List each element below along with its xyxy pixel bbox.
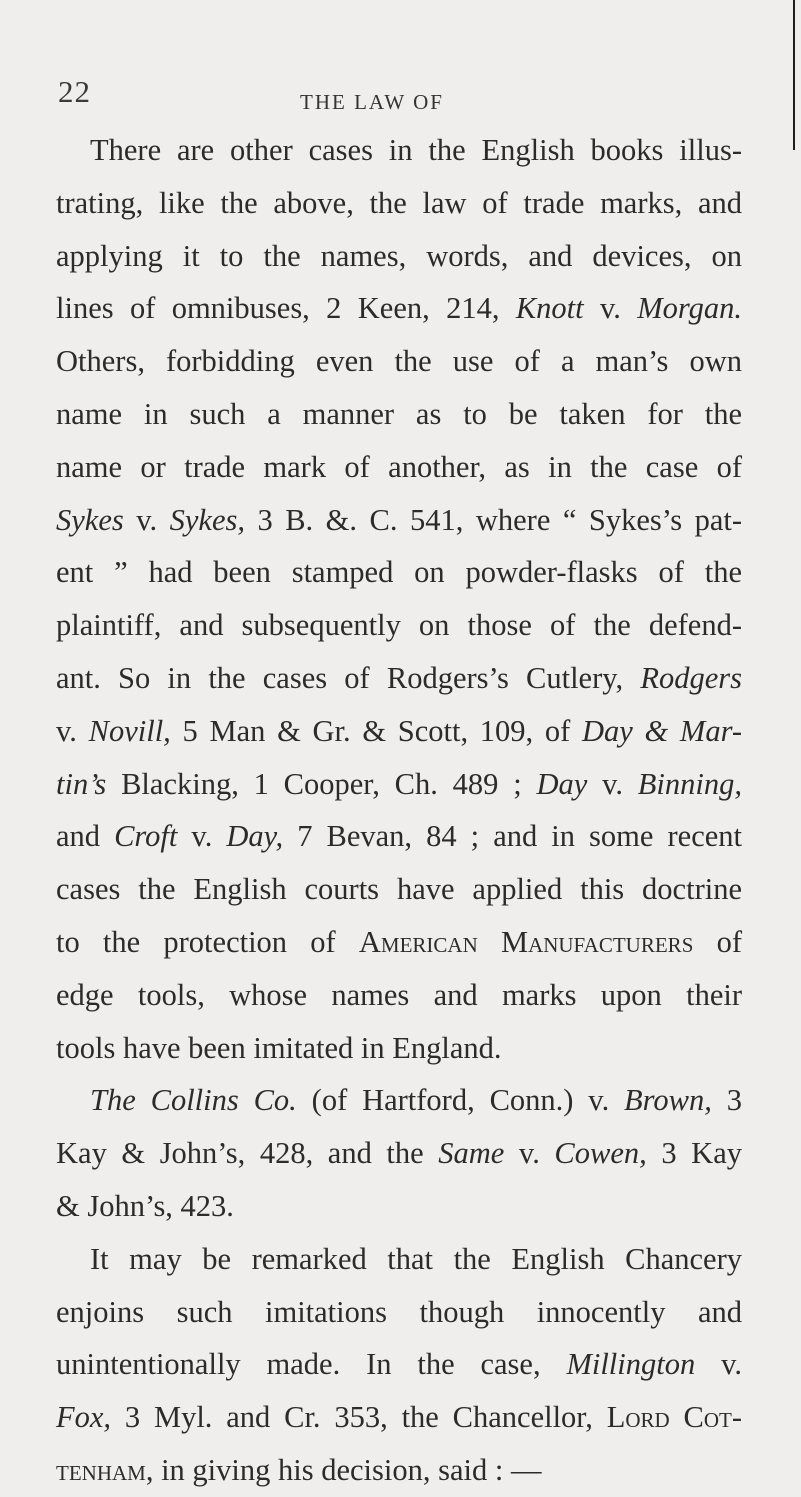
text-line <box>56 1127 742 1180</box>
case-name: Morgan. <box>637 291 742 326</box>
body-text <box>56 124 801 1497</box>
text-span: v. <box>695 1347 742 1382</box>
text-line <box>56 1391 742 1444</box>
text-line: ent ” had been stamped on powder-flasks of the <box>56 555 742 590</box>
case-name: Croft <box>114 819 178 854</box>
text-line <box>56 758 742 811</box>
text-span: v. <box>583 291 638 326</box>
small-caps-text: Lord Cot- <box>606 1400 742 1435</box>
text-span: to the protection of <box>56 924 359 959</box>
text-span: of <box>693 924 742 959</box>
text-span: 7 Bevan, 84 ; and in some recent <box>283 819 742 854</box>
text-line <box>56 705 742 758</box>
running-head: THE LAW OF <box>300 90 444 114</box>
case-name: Day & Mar- <box>581 713 742 748</box>
small-caps-text: American Manufacturers <box>358 924 694 959</box>
text-span: and <box>56 819 115 854</box>
text-line <box>56 1074 742 1127</box>
text-span: 3 B. &. C. 541, where “ Sykes’s pat- <box>244 502 742 537</box>
text-span: lines of omnibuses, 2 Keen, 214, <box>56 291 516 326</box>
text-span: Kay & John’s, 428, and the <box>56 1136 439 1171</box>
page-number: 22 <box>58 74 91 109</box>
text-line: enjoins such imitations though innocently and <box>56 1294 742 1329</box>
text-line: It may be remarked that the English Chancery <box>90 1241 742 1276</box>
text-line: There are other cases in the English books illus- <box>90 133 742 167</box>
text-span: ant. So in the cases of Rodgers’s Cutlery, <box>56 660 641 695</box>
case-name: Millington <box>566 1347 696 1382</box>
text-line: edge tools, whose names and marks upon their <box>56 977 742 1012</box>
case-name: Knott <box>515 291 584 326</box>
text-line: tools have been imitated in England. <box>56 1030 502 1065</box>
text-span: Blacking, 1 Cooper, Ch. 489 ; <box>106 766 537 801</box>
text-line: applying it to the names, words, and devices, on <box>56 238 742 273</box>
text-line <box>56 916 742 969</box>
case-name: The Collins Co. <box>90 1083 297 1118</box>
text-line: cases the English courts have applied this doctrine <box>56 872 742 907</box>
case-name: Novill, <box>88 713 171 748</box>
text-span: v. <box>587 766 638 801</box>
case-name: Same <box>438 1136 505 1171</box>
text-line: & John’s, 423. <box>56 1188 234 1223</box>
text-span: v. <box>504 1136 555 1171</box>
text-span: 3 Kay <box>646 1136 742 1171</box>
case-name: Fox, <box>56 1400 112 1435</box>
text-line <box>56 810 742 863</box>
text-span: (of Hartford, Conn.) v. <box>296 1083 625 1118</box>
text-span: v. <box>123 502 170 537</box>
text-span: 3 Myl. and Cr. 353, the Chancellor, <box>111 1400 607 1435</box>
text-span: 3 <box>711 1083 742 1118</box>
text-span: 5 Man & Gr. & Scott, 109, of <box>170 713 582 748</box>
text-span: v. <box>56 713 89 748</box>
case-name: Sykes <box>56 502 124 537</box>
text-line: trating, like the above, the law of trade marks, and <box>56 185 742 220</box>
text-line <box>56 652 742 705</box>
text-line <box>56 494 742 547</box>
text-line <box>56 282 742 335</box>
text-line <box>56 1444 742 1497</box>
case-name: Day, <box>226 819 284 854</box>
text-line: Others, forbidding even the use of a man’s own <box>56 344 742 379</box>
text-line <box>56 1338 742 1391</box>
case-name: Brown, <box>624 1083 712 1118</box>
text-span: v. <box>177 819 227 854</box>
case-name: Rodgers <box>640 660 742 695</box>
text-line: name in such a manner as to be taken for the <box>56 396 742 431</box>
text-span: unintentionally made. In the case, <box>56 1347 567 1382</box>
case-name: tin’s <box>56 766 107 801</box>
case-name: Sykes, <box>169 502 245 537</box>
case-name: Day <box>536 766 588 801</box>
text-span: in giving his decision, said : — <box>153 1452 542 1487</box>
text-line: name or trade mark of another, as in the case of <box>56 449 742 484</box>
case-name: Cowen, <box>554 1136 647 1171</box>
small-caps-text: tenham, <box>56 1452 154 1487</box>
case-name: Binning, <box>637 766 742 801</box>
text-line: plaintiff, and subsequently on those of the defend- <box>56 608 742 643</box>
